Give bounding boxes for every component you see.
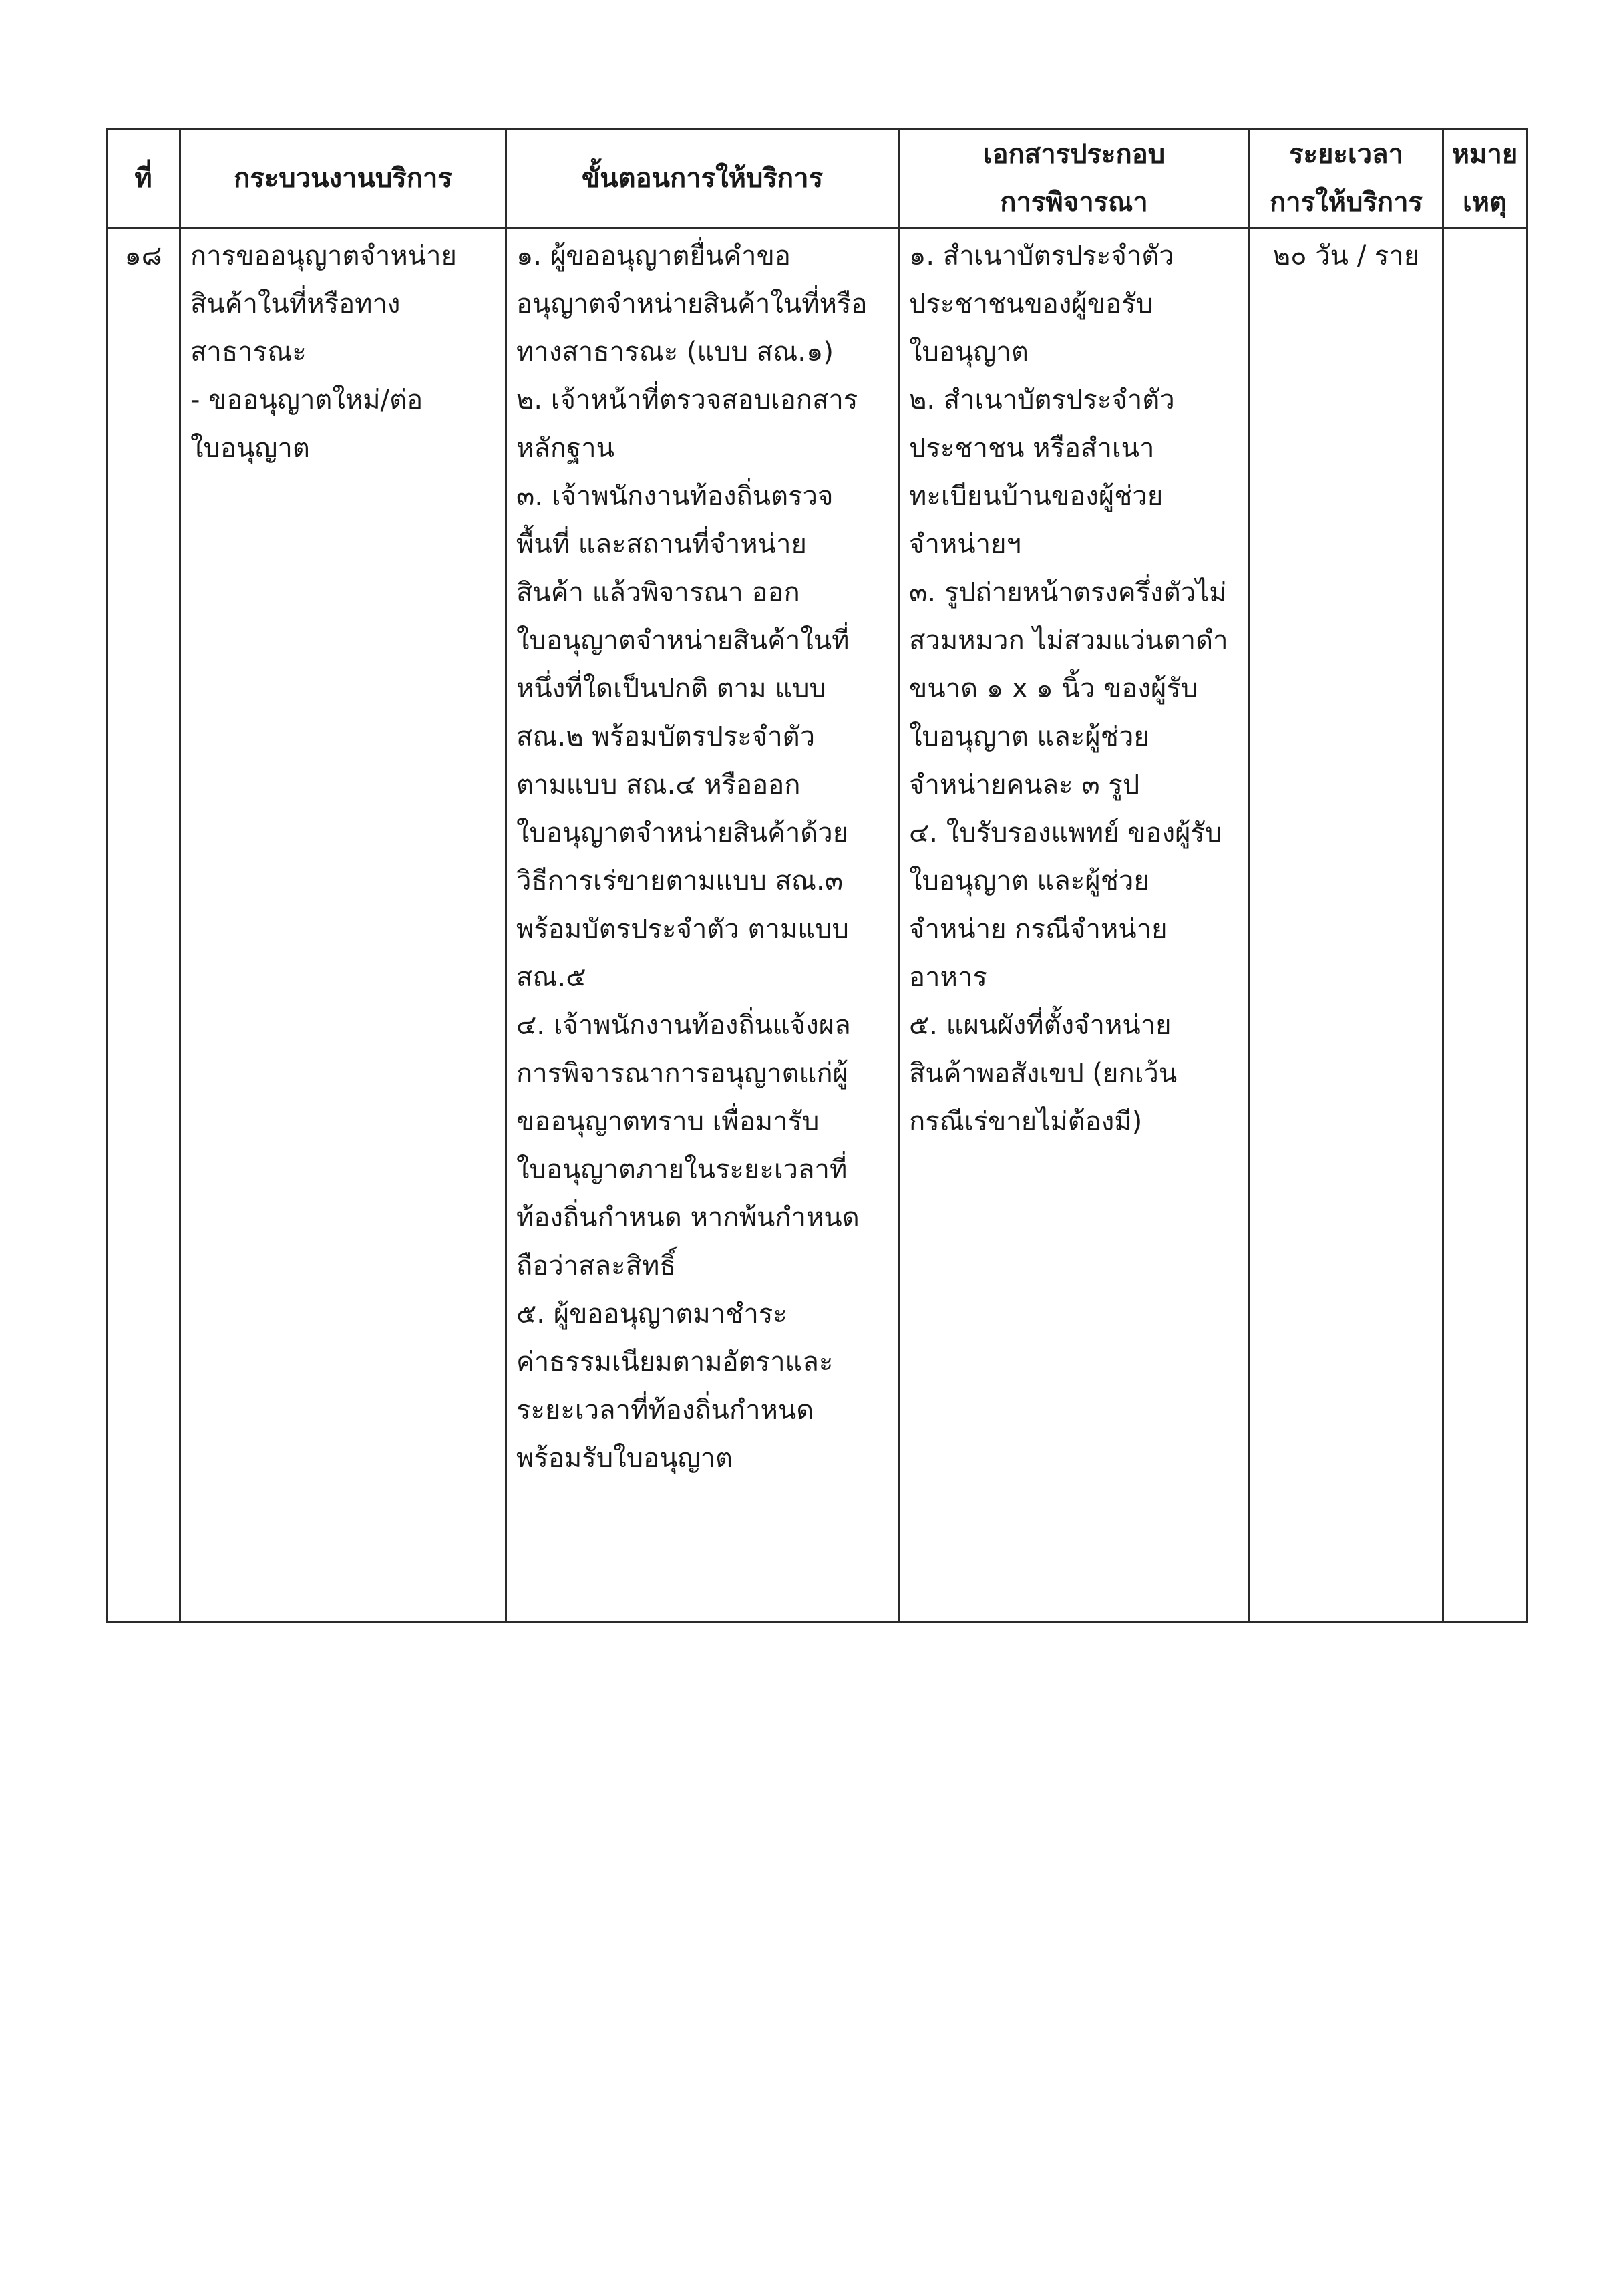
header-no: ที่ [107,129,180,228]
header-supporting-documents: เอกสารประกอบ การพิจารณา [899,129,1250,228]
row-number-cell: ๑๘ [107,228,180,1623]
table-header-row [107,129,1527,228]
header-service-duration: ระยะเวลา การให้บริการ [1250,129,1443,228]
header-service-steps: ขั้นตอนการให้บริการ [506,129,899,228]
table-row [107,228,1527,1623]
service-process-table [106,128,1528,1623]
remarks-cell [1443,228,1527,1623]
header-service-process: กระบวนงานบริการ [180,129,506,228]
service-process-cell: การขออนุญาตจำหน่าย สินค้าในที่หรือทาง สาธารณะ - ขออนุญาตใหม่/ต่อ ใบอนุญาต [180,228,506,1623]
header-remarks: หมาย เหตุ [1443,129,1527,228]
service-duration-cell: ๒๐ วัน / ราย [1250,228,1443,1623]
service-steps-cell: ๑. ผู้ขออนุญาตยื่นคำขอ อนุญาตจำหน่ายสินค้าในที่หรือ ทางสาธารณะ (แบบ สณ.๑) ๒. เจ้าหน้าที่ตรวจสอบเอกสาร หลักฐาน ๓. เจ้าพนักงานท้องถิ่นตรวจ พื้นที่ และสถานที่จำหน่าย สินค้า แล้วพิจารณา ออก ใบอนุญาตจำหน่ายสินค้าในที่ หนึ่งที่ใดเป็นปกติ ตาม แบบ สณ.๒ พร้อมบัตรประจำตัว ตามแบบ สณ.๔ หรือออก ใบอนุญาตจำหน่ายสินค้าด้วย วิธีการเร่ขายตามแบบ สณ.๓ พร้อมบัตรประจำตัว ตามแบบ สณ.๕ ๔. เจ้าพนักงานท้องถิ่นแจ้งผล การพิจารณาการอนุญาตแก่ผู้ ขออนุญาตทราบ เพื่อมารับ ใบอนุญาตภายในระยะเวลาที่ ท้องถิ่นกำหนด หากพ้นกำหนด ถือว่าสละสิทธิ์ ๕. ผู้ขออนุญาตมาชำระ ค่าธรรมเนียมตามอัตราและ ระยะเวลาที่ท้องถิ่นกำหนด พร้อมรับใบอนุญาต [506,228,899,1623]
supporting-documents-cell: ๑. สำเนาบัตรประจำตัว ประชาชนของผู้ขอรับ ใบอนุญาต ๒. สำเนาบัตรประจำตัว ประชาชน หรือสำเนา ทะเบียนบ้านของผู้ช่วย จำหน่ายฯ ๓. รูปถ่ายหน้าตรงครึ่งตัวไม่ สวมหมวก ไม่สวมแว่นตาดำ ขนาด ๑ x ๑ นิ้ว ของผู้รับ ใบอนุญาต และผู้ช่วย จำหน่ายคนละ ๓ รูป ๔. ใบรับรองแพทย์ ของผู้รับ ใบอนุญาต และผู้ช่วย จำหน่าย กรณีจำหน่าย อาหาร ๕. แผนผังที่ตั้งจำหน่าย สินค้าพอสังเขป (ยกเว้น กรณีเร่ขายไม่ต้องมี) [899,228,1250,1623]
